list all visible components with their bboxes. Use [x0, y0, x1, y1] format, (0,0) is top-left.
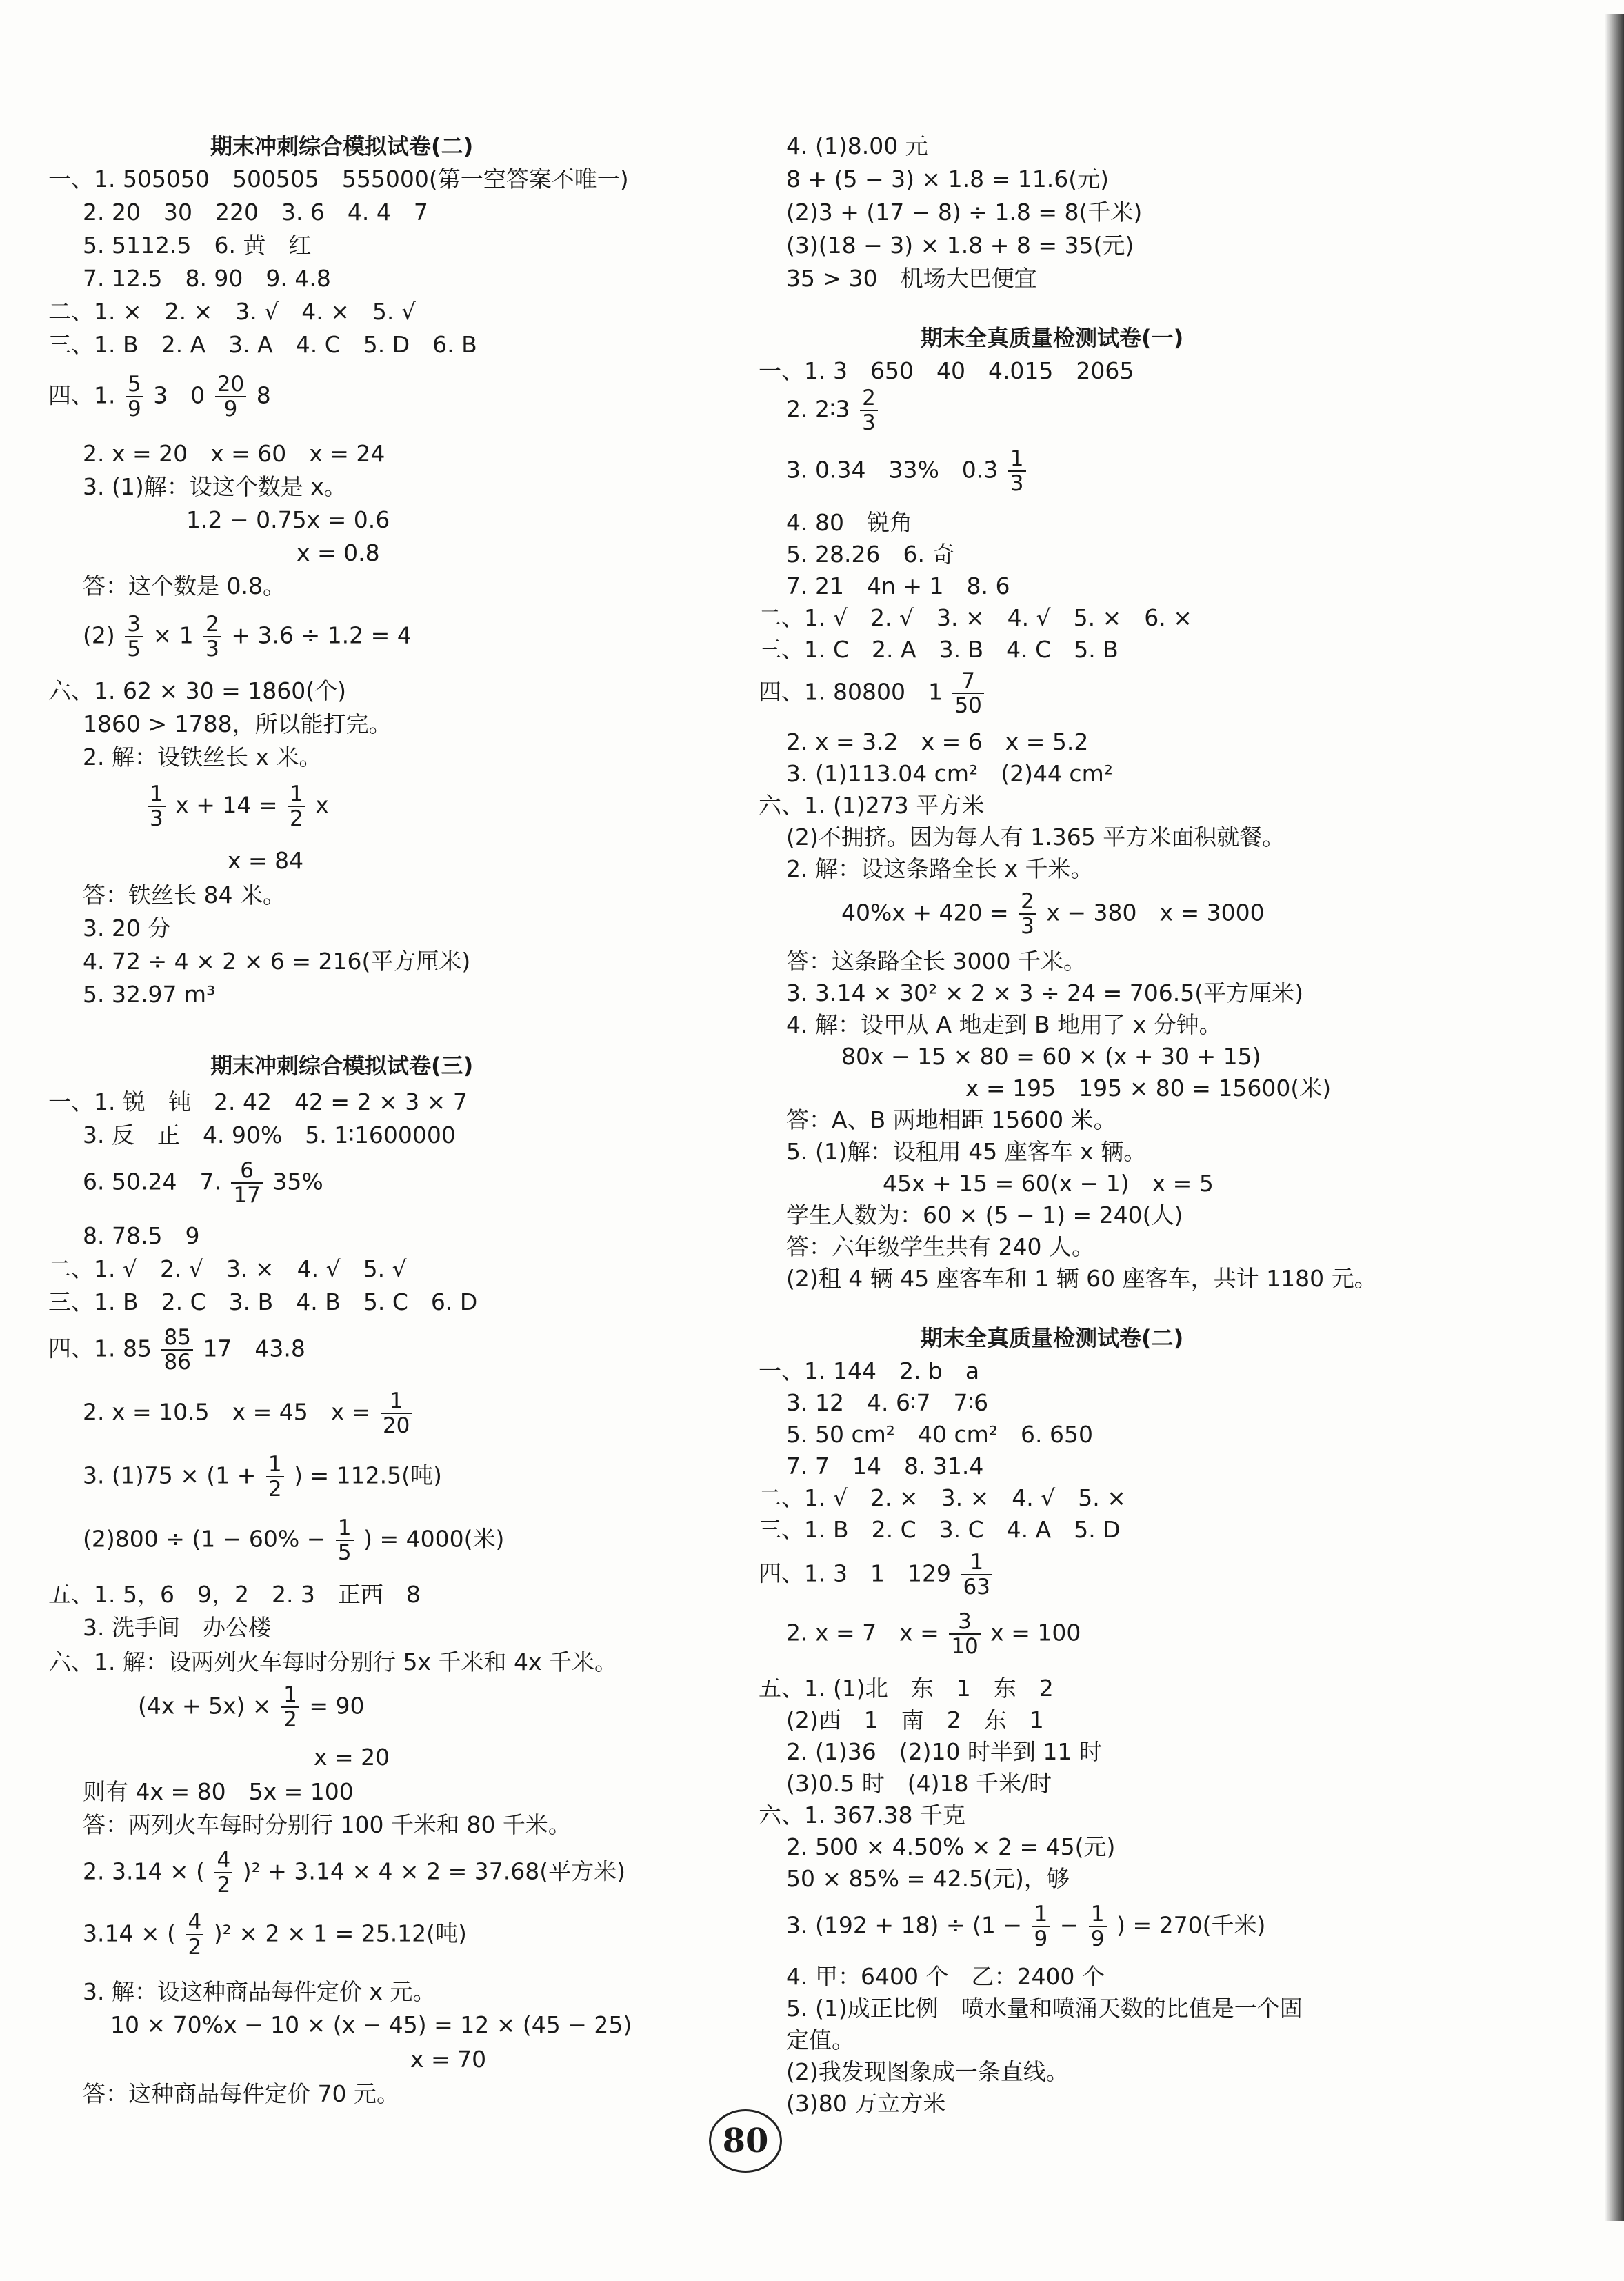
section-title: 期末冲刺综合模拟试卷(二)	[210, 133, 474, 159]
fraction: $\frac{1}{2}$	[281, 1683, 299, 1731]
answer-line: 5. 50 cm² 40 cm² 6. 650	[786, 1421, 1093, 1448]
answer-line: 1860 > 1788，所以能打完。	[83, 710, 392, 737]
answer-line: 7. 7 14 8. 31.4	[786, 1453, 984, 1480]
answer-line: (3)0.5 时 (4)18 千米/时	[786, 1770, 1052, 1797]
section-title: 期末全真质量检测试卷(二)	[921, 1325, 1184, 1351]
answer-line: 一、1. 505050 500505 555000(第一空答案不唯一)	[48, 166, 629, 192]
answer-line: x = 0.8	[297, 539, 380, 566]
fraction: $\frac{1}{2}$	[288, 782, 305, 830]
page-number: 80	[709, 2109, 782, 2173]
answer-line: (2) $\frac{3}{5}$ × 1 $\frac{2}{3}$ + 3.6 ÷ 1.2 = 4	[83, 612, 412, 661]
answer-line: 4. 解：设甲从 A 地走到 B 地用了 x 分钟。	[786, 1011, 1222, 1038]
fraction: $\frac{1}{5}$	[336, 1516, 354, 1564]
answer-line: 3. 反 正 4. 90% 5. 1∶1600000	[83, 1122, 456, 1148]
answer-line: 3. 解：设这种商品每件定价 x 元。	[83, 1978, 436, 2005]
answer-line: 六、1. 62 × 30 = 1860(个)	[48, 677, 346, 704]
answer-line: (3)(18 − 3) × 1.8 + 8 = 35(元)	[786, 232, 1134, 259]
fraction: $\frac{7}{50}$	[952, 669, 983, 717]
answer-line: 四、1. 85 $\frac{85}{86}$ 17 43.8	[48, 1325, 305, 1375]
answer-line: 一、1. 144 2. b a	[759, 1357, 980, 1384]
answer-line: 三、1. B 2. C 3. B 4. B 5. C 6. D	[48, 1288, 478, 1315]
answer-line: 45x + 15 = 60(x − 1) x = 5	[883, 1170, 1214, 1197]
answer-line: (2)租 4 辆 45 座客车和 1 辆 60 座客车，共计 1180 元。	[786, 1265, 1377, 1292]
answer-line: 2. (1)36 (2)10 时半到 11 时	[786, 1738, 1102, 1765]
answer-line: 五、1. (1)北 东 1 东 2	[759, 1675, 1054, 1702]
answer-line: (2)不拥挤。因为每人有 1.365 平方米面积就餐。	[786, 824, 1285, 850]
answer-line: 5. 28.26 6. 奇	[786, 541, 955, 568]
answer-line: 答：这个数是 0.8。	[83, 572, 285, 599]
answer-line: 8. 78.5 9	[83, 1222, 200, 1249]
answer-line: 2. x = 7 x = $\frac{3}{10}$ x = 100	[786, 1609, 1081, 1659]
fraction: $\frac{3}{10}$	[949, 1610, 980, 1658]
answer-line: 四、1. 3 1 129 $\frac{1}{63}$	[759, 1551, 995, 1606]
fraction: $\frac{2}{3}$	[860, 386, 878, 435]
answer-line: 四、1. 80800 1 $\frac{7}{50}$	[759, 669, 987, 724]
answer-line: 2. 解：设这条路全长 x 千米。	[786, 855, 1094, 882]
answer-line: 二、1. × 2. × 3. √ 4. × 5. √	[48, 298, 416, 325]
answer-line: 3. 20 分	[83, 915, 171, 942]
answer-line: x = 20	[314, 1744, 390, 1771]
fraction: $\frac{3}{5}$	[125, 612, 143, 661]
answer-line: 三、1. C 2. A 3. B 4. C 5. B	[759, 636, 1119, 663]
answer-line: 10 × 70%x − 10 × (x − 45) = 12 × (45 − 25)	[110, 2011, 632, 2038]
answer-line: (2)我发现图象成一条直线。	[786, 2058, 1069, 2085]
answer-line: 六、1. (1)273 平方米	[759, 792, 985, 819]
answer-line: x = 84	[228, 847, 304, 874]
answer-line: 3. 12 4. 6∶7 7∶6	[786, 1389, 989, 1416]
fraction: $\frac{4}{2}$	[214, 1849, 232, 1897]
answer-line: 六、1. 解：设两列火车每时分别行 5x 千米和 4x 千米。	[48, 1649, 617, 1675]
answer-line: x = 70	[410, 2046, 487, 2073]
answer-line: 5. 5112.5 6. 黄 红	[83, 232, 312, 259]
answer-line: (2)西 1 南 2 东 1	[786, 1706, 1044, 1733]
fraction: $\frac{5}{9}$	[126, 372, 143, 421]
fraction: $\frac{1}{3}$	[1008, 447, 1026, 495]
fraction: $\frac{2}{3}$	[203, 612, 221, 661]
fraction: $\frac{20}{9}$	[215, 372, 246, 421]
answer-line: 二、1. √ 2. × 3. × 4. √ 5. ×	[759, 1484, 1126, 1511]
fraction: $\frac{1}{3}$	[148, 782, 166, 830]
answer-line: 80x − 15 × 80 = 60 × (x + 30 + 15)	[841, 1043, 1261, 1070]
answer-line: 答：这种商品每件定价 70 元。	[83, 2080, 399, 2107]
answer-line: 3. 洗手间 办公楼	[83, 1614, 271, 1641]
answer-line: 5. (1)成正比例 喷水量和喷涌天数的比值是一个固	[786, 1995, 1303, 2022]
answer-line: 答：这条路全长 3000 千米。	[786, 948, 1086, 975]
answer-line: 1.2 − 0.75x = 0.6	[186, 506, 390, 533]
answer-line: 50 × 85% = 42.5(元)，够	[786, 1865, 1070, 1892]
answer-line: 一、1. 3 650 40 4.015 2065	[759, 357, 1134, 384]
answer-line: 2. 解：设铁丝长 x 米。	[83, 744, 322, 770]
answer-line: 2. x = 3.2 x = 6 x = 5.2	[786, 728, 1089, 755]
answer-line: 三、1. B 2. A 3. A 4. C 5. D 6. B	[48, 331, 477, 358]
answer-line: 4. 80 锐角	[786, 509, 912, 536]
fraction: $\frac{2}{3}$	[1019, 890, 1036, 938]
fraction: $\frac{85}{86}$	[161, 1326, 192, 1374]
answer-line: 3. 3.14 × 30² × 2 × 3 ÷ 24 = 706.5(平方厘米)	[786, 979, 1304, 1006]
answer-line: 40%x + 420 = $\frac{2}{3}$ x − 380 x = 3000	[841, 889, 1265, 939]
fraction: $\frac{1}{9}$	[1032, 1902, 1050, 1951]
answer-line: 4. 甲：6400 个 乙：2400 个	[786, 1963, 1105, 1990]
answer-line: 答：A、B 两地相距 15600 米。	[786, 1106, 1116, 1133]
answer-line: 2. 2∶3 $\frac{2}{3}$	[786, 386, 881, 441]
answer-line: 8 + (5 − 3) × 1.8 = 11.6(元)	[786, 166, 1109, 192]
answer-line: 答：铁丝长 84 米。	[83, 881, 285, 908]
answer-line: 答：两列火车每时分别行 100 千米和 80 千米。	[83, 1811, 571, 1838]
answer-line: 2. x = 10.5 x = 45 x = $\frac{1}{20}$	[83, 1389, 414, 1444]
fraction: $\frac{1}{63}$	[961, 1551, 992, 1599]
answer-line: 定值。	[786, 2026, 854, 2053]
section-title: 期末冲刺综合模拟试卷(三)	[210, 1053, 474, 1079]
answer-line: 2. x = 20 x = 60 x = 24	[83, 440, 385, 467]
answer-line: 3. (1)解：设这个数是 x。	[83, 473, 347, 500]
answer-line: 4. 72 ÷ 4 × 2 × 6 = 216(平方厘米)	[83, 948, 471, 975]
answer-line: 5. (1)解：设租用 45 座客车 x 辆。	[786, 1138, 1147, 1165]
answer-line: 3. (192 + 18) ÷ (1 − $\frac{1}{9}$ − $\frac{1}{9}$ ) = 270(千米)	[786, 1902, 1266, 1951]
answer-line: 学生人数为：60 × (5 − 1) = 240(人)	[786, 1202, 1183, 1228]
answer-line: x = 195 195 × 80 = 15600(米)	[965, 1075, 1332, 1102]
answer-line: (4x + 5x) × $\frac{1}{2}$ = 90	[138, 1682, 365, 1732]
fraction: $\frac{1}{20}$	[381, 1389, 412, 1437]
answer-line: 4. (1)8.00 元	[786, 132, 928, 159]
fraction: $\frac{1}{2}$	[266, 1453, 284, 1501]
answer-line: 2. 500 × 4.50% × 2 = 45(元)	[786, 1833, 1116, 1860]
answer-line: 则有 4x = 80 5x = 100	[83, 1778, 354, 1805]
answer-line: 答：六年级学生共有 240 人。	[786, 1233, 1094, 1260]
answer-line: 三、1. B 2. C 3. C 4. A 5. D	[759, 1516, 1121, 1543]
answer-line: 2. 20 30 220 3. 6 4. 4 7	[83, 199, 428, 226]
answer-line: 六、1. 367.38 千克	[759, 1802, 965, 1829]
answer-line: 3. 0.34 33% 0.3̇ $\frac{1}{3}$	[786, 447, 1029, 502]
answer-line: 四、1. $\frac{5}{9}$ 3 0 $\frac{20}{9}$ 8	[48, 372, 271, 421]
answer-line: 35 > 30 机场大巴便宜	[786, 265, 1037, 292]
answer-line: 一、1. 锐 钝 2. 42 42 = 2 × 3 × 7	[48, 1088, 468, 1115]
fraction: $\frac{1}{9}$	[1089, 1902, 1107, 1951]
answer-line: 7. 21 4n + 1 8. 6	[786, 572, 1010, 599]
answer-line: 二、1. √ 2. √ 3. × 4. √ 5. × 6. ×	[759, 604, 1192, 631]
page-edge-shadow	[1605, 14, 1624, 2221]
answer-line: 2. 3.14 × ( $\frac{4}{2}$ )² + 3.14 × 4 × 2 = 37.68(平方米)	[83, 1848, 626, 1897]
answer-line: 7. 12.5 8. 90 9. 4.8	[83, 265, 331, 292]
answer-line: 3. (1)113.04 cm² (2)44 cm²	[786, 760, 1113, 787]
fraction: $\frac{4}{2}$	[186, 1911, 203, 1959]
answer-line: 6. 50.24 7. $\frac{6}{17}$ 35%	[83, 1158, 323, 1208]
answer-line: 5. 32.97 m³	[83, 981, 216, 1008]
answer-line: 二、1. √ 2. √ 3. × 4. √ 5. √	[48, 1255, 407, 1282]
answer-line: 3. (1)75 × (1 + $\frac{1}{2}$ ) = 112.5(吨)	[83, 1452, 442, 1502]
fraction: $\frac{6}{17}$	[231, 1159, 262, 1207]
answer-line: $\frac{1}{3}$ x + 14 = $\frac{1}{2}$ x	[145, 782, 329, 837]
answer-line: 3.14 × ( $\frac{4}{2}$ )² × 2 × 1 = 25.12(吨)	[83, 1910, 467, 1960]
answer-line: (3)80 万立方米	[786, 2090, 946, 2117]
section-title: 期末全真质量检测试卷(一)	[921, 325, 1184, 351]
answer-line: (2)800 ÷ (1 − 60% − $\frac{1}{5}$ ) = 4000(米)	[83, 1515, 505, 1565]
answer-line: (2)3 + (17 − 8) ÷ 1.8 = 8(千米)	[786, 199, 1143, 226]
answer-line: 五、1. 5，6 9，2 2. 3 正西 8	[48, 1581, 421, 1608]
